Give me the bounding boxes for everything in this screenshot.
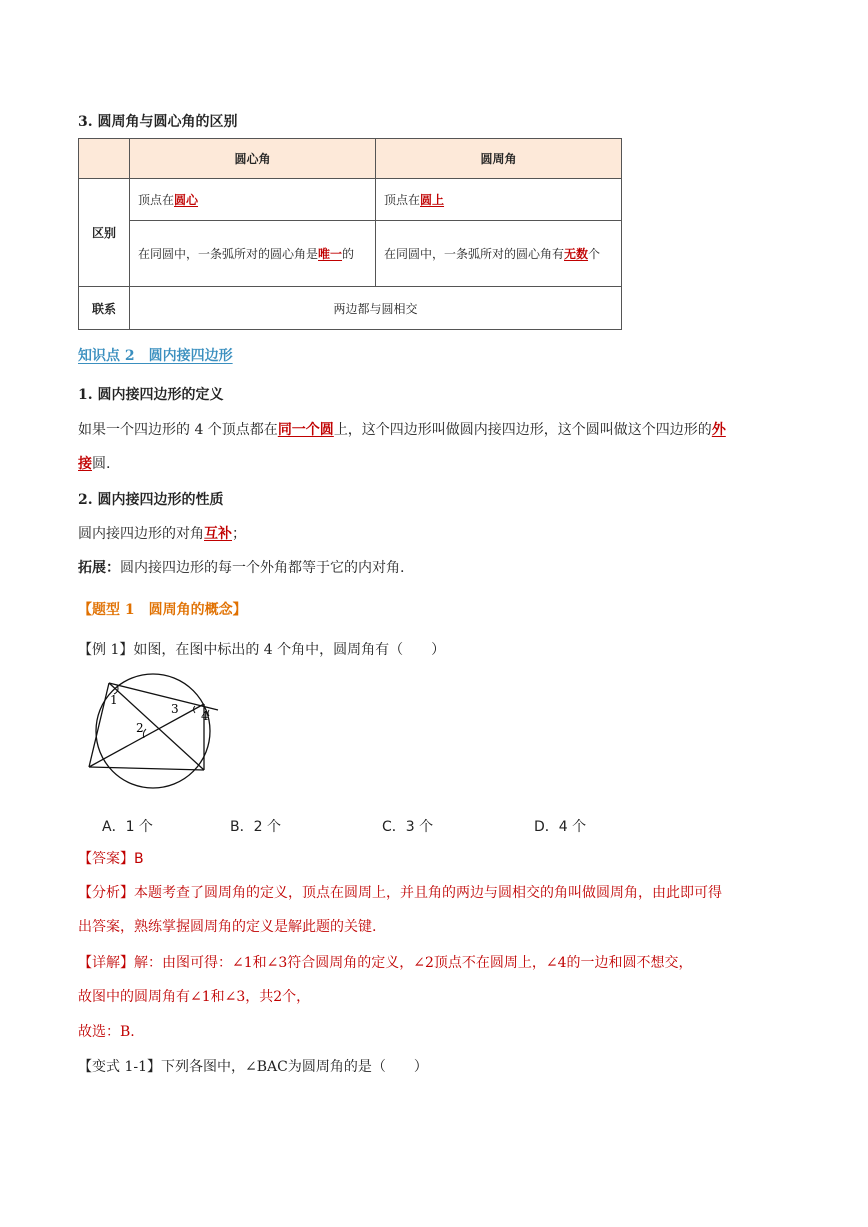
definition-line-1 [78,420,726,440]
cell-text: 个 [588,247,601,261]
table-corner-cell [79,139,130,179]
table-cell [130,179,376,221]
text: ； [232,526,246,542]
detail-line-3: 故选：B. [78,1024,135,1040]
extension-label: 拓展： [78,560,120,576]
property-heading: 2. 圆内接四边形的性质 [78,492,224,508]
knowledge-point-title: 知识点 2 圆内接四边形 [78,348,233,364]
cell-text: 在同圆中，一条弧所对的圆心角是 [138,247,319,261]
angle-label-1: 1 [110,693,118,707]
table-cell [376,179,622,221]
text: 圆内接四边形的每一个外角都等于它的内对角. [120,560,405,576]
variant-question [78,1057,428,1077]
angle-label-3: 3 [171,702,179,716]
keyword: 互补 [204,526,232,542]
table-cell [130,221,376,287]
comparison-table [78,138,622,330]
property-line [78,524,246,544]
variant-label: 【变式 1-1】 [78,1059,161,1075]
text: 如果一个四边形的 4 个顶点都在 [78,422,278,438]
table-row-label-link: 联系 [79,287,130,330]
cell-keyword: 圆心 [174,193,199,207]
question-type-title: 【题型 1 圆周角的概念】 [78,602,247,618]
text: 圆. [92,456,111,472]
text: 解：由图可得：∠1和∠3符合圆周角的定义，∠2顶点不在圆周上，∠4的一边和圆不想交， [134,955,693,971]
table-header-center-angle: 圆心角 [130,139,376,179]
answer-value: B [134,851,144,867]
cell-keyword: 唯一 [318,247,343,261]
angle-label-4: 4 [201,709,209,723]
definition-line-2 [78,454,110,474]
table-row-label-diff: 区别 [79,179,130,287]
cell-keyword: 无数 [564,247,589,261]
keyword: 外 [711,422,726,438]
angle-label-2: 2 [136,721,144,735]
analysis-line-2: 出答案，熟练掌握圆周角的定义是解此题的关键. [78,919,377,935]
section-heading: 3. 圆周角与圆心角的区别 [78,114,238,130]
answer-line [78,849,144,869]
cell-text: 在同圆中，一条弧所对的圆心角有 [384,247,565,261]
cell-keyword: 圆上 [420,193,445,207]
table-cell [376,221,622,287]
analysis-line-1 [78,883,722,903]
detail-line-2: 故图中的圆周角有∠1和∠3，共2个， [78,989,311,1005]
text: 如图，在图中标出的 4 个角中，圆周角有（ ） [133,642,446,658]
keyword: 同一个圆 [277,422,334,438]
cell-text: 顶点在 [384,193,421,207]
text: 本题考查了圆周角的定义，顶点在圆周上，并且角的两边与圆相交的角叫做圆周角，由此即可得 [134,885,722,901]
text: 上，这个四边形叫做圆内接四边形，这个圆叫做这个四边形的 [333,422,712,438]
text: 下列各图中，∠BAC为圆周角的是（ ） [161,1059,428,1075]
definition-heading: 1. 圆内接四边形的定义 [78,387,224,403]
option-a[interactable]: A．1 个 [102,819,153,835]
cell-text: 顶点在 [138,193,175,207]
example-question [78,640,445,660]
text: 圆内接四边形的对角 [78,526,204,542]
keyword: 接 [78,456,92,472]
option-c[interactable]: C．3 个 [382,819,434,835]
table-header-inscribed-angle: 圆周角 [376,139,622,179]
option-b[interactable]: B．2 个 [230,819,281,835]
analysis-label: 【分析】 [78,885,134,901]
example-label: 【例 1】 [78,642,134,658]
cell-text: 的 [342,247,355,261]
extension-line [78,558,404,578]
answer-label: 【答案】 [78,851,134,867]
detail-label: 【详解】 [78,955,134,971]
detail-line-1 [78,953,693,973]
option-d[interactable]: D．4 个 [534,819,587,835]
table-cell-link: 两边都与圆相交 [130,287,622,330]
circle-figure [76,672,222,804]
